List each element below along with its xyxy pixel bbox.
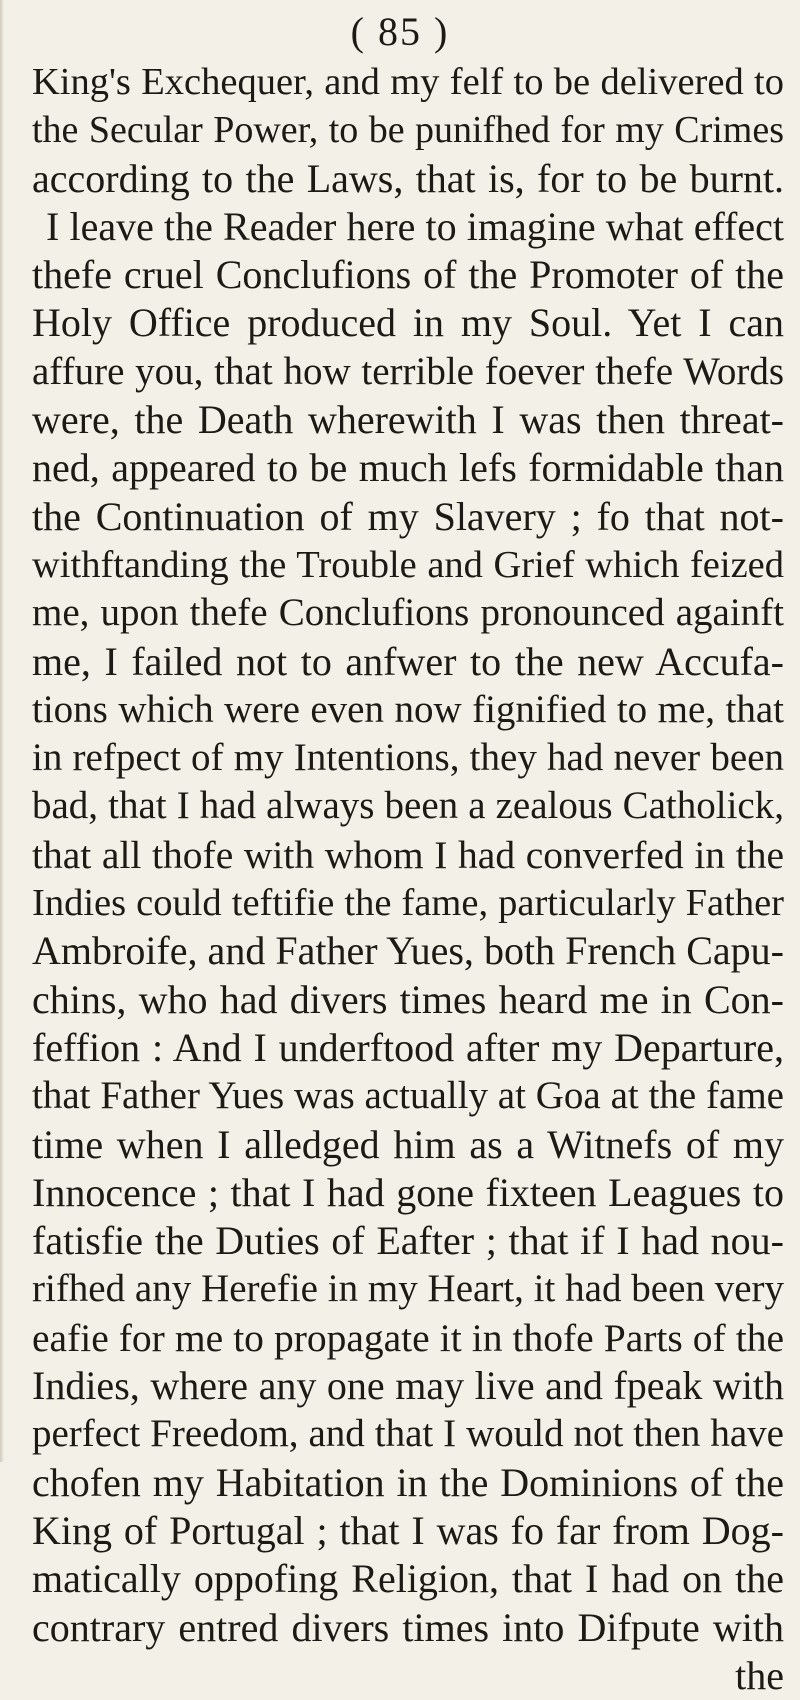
text-line: that all thofe with whom I had converfed in the [32, 832, 784, 877]
page-edge-shadow [0, 0, 4, 1462]
text-line: in refpect of my Intentions, they had never been [32, 736, 784, 780]
text-line: I leave the Reader here to imagine what effect [46, 203, 784, 249]
text-line: feffion : And I underftood after my Departure, [32, 1024, 784, 1070]
text-line: King of Portugal ; that I was fo far from Dog- [32, 1507, 784, 1553]
text-line: chofen my Habitation in the Dominions of the [32, 1459, 784, 1505]
catchword: the [735, 1652, 784, 1698]
text-line: contrary entred divers times into Difpute with [32, 1604, 784, 1650]
text-line: that Father Yues was actually at Goa at the fame [32, 1074, 784, 1118]
text-line: time when I alledged him as a Witnefs of my [32, 1121, 784, 1167]
text-line: the Continuation of my Slavery ; fo that not- [32, 493, 784, 539]
page-number: ( 85 ) [350, 9, 450, 54]
text-line: rifhed any Herefie in my Heart, it had been very [32, 1267, 784, 1311]
text-line: matically oppofing Religion, that I had on the [32, 1556, 784, 1602]
text-line: the Secular Power, to be punifhed for my Crimes [32, 109, 784, 152]
text-line: eafie for me to propagate it in thofe Parts of the [32, 1315, 784, 1360]
text-line: bad, that I had always been a zealous Catholick, [32, 784, 784, 828]
text-line: affure you, that how terrible foever thefe Words [32, 349, 784, 393]
text-line: Ambroife, and Father Yues, both French Capu- [32, 928, 784, 974]
text-line: according to the Laws, that is, for to be burnt. [32, 155, 784, 201]
text-line: Indies, where any one may live and fpeak with [32, 1363, 784, 1409]
text-line: were, the Death wherewith I was then threat- [32, 397, 784, 443]
text-line: perfect Freedom, and that I would not then have [32, 1412, 784, 1456]
text-line: chins, who had divers times heard me in Con- [32, 976, 784, 1022]
text-line: King's Exchequer, and my felf to be delivered to [32, 61, 784, 103]
body-text [32, 58, 784, 1700]
text-line: withftanding the Trouble and Grief which feized [32, 543, 784, 586]
text-line: me, I failed not to anfwer to the new Accufa- [32, 638, 784, 684]
text-line: tions which were even now fignified to me, that [32, 687, 784, 731]
text-line: me, upon thefe Conclufions pronounced againft [32, 591, 784, 635]
text-line: ned, appeared to be much lefs formidable than [32, 445, 784, 491]
text-line: Innocence ; that I had gone fixteen Leagues to [32, 1169, 784, 1215]
text-line: Indies could teftifie the fame, particularly Father [32, 882, 784, 925]
text-line: thefe cruel Conclufions of the Promoter of the [32, 252, 784, 298]
text-line: fatisfie the Duties of Eafter ; that if I had nou- [32, 1218, 784, 1264]
text-line: Holy Office produced in my Soul. Yet I can [32, 300, 784, 346]
